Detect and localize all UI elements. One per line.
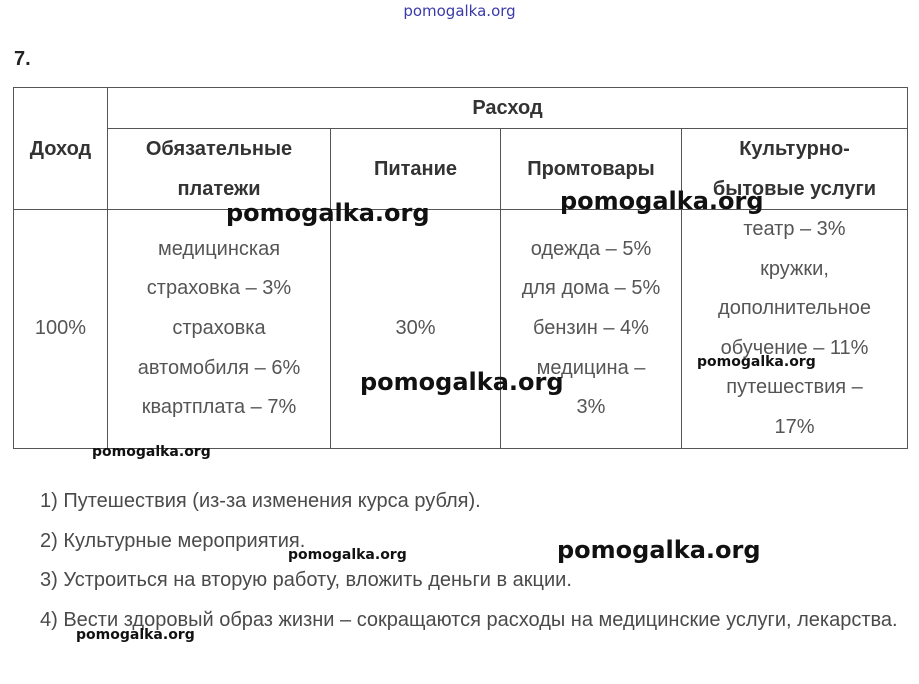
culture-services-cell: театр – 3% кружки, дополнительное обучение – 11% путешествия – 17% bbox=[682, 210, 908, 449]
watermark: pomogalka.org bbox=[226, 199, 430, 227]
column-header-food: Питание bbox=[331, 129, 501, 210]
income-header: Доход bbox=[14, 88, 108, 210]
task-number: 7. bbox=[14, 48, 31, 70]
watermark: pomogalka.org bbox=[288, 547, 407, 563]
answer-item: 3) Устроиться на вторую работу, вложить деньги в акции. bbox=[40, 569, 572, 591]
watermark: pomogalka.org bbox=[560, 187, 764, 215]
expense-header: Расход bbox=[108, 88, 908, 129]
watermark: pomogalka.org bbox=[697, 354, 816, 370]
income-value-cell: 100% bbox=[14, 210, 108, 449]
watermark: pomogalka.org bbox=[557, 536, 761, 564]
column-header-goods: Промтовары bbox=[501, 129, 682, 210]
answer-item: 2) Культурные мероприятия. bbox=[40, 529, 306, 552]
watermark: pomogalka.org bbox=[92, 444, 211, 460]
table-subheader-row bbox=[14, 129, 908, 210]
column-header-mandatory: Обязательные платежи bbox=[108, 129, 331, 210]
answer-item: 1) Путешествия (из-за изменения курса рубля). bbox=[40, 490, 481, 512]
goods-cell: одежда – 5% для дома – 5% бензин – 4% медицина – 3% bbox=[501, 210, 682, 449]
table-header-row bbox=[14, 88, 908, 129]
mandatory-payments-cell: медицинская страховка – 3% страховка автомобиля – 6% квартплата – 7% bbox=[108, 210, 331, 449]
watermark: pomogalka.org bbox=[76, 627, 195, 643]
table-row bbox=[14, 210, 908, 449]
answers-list bbox=[14, 482, 914, 640]
top-watermark: pomogalka.org bbox=[403, 2, 516, 20]
column-header-culture: Культурно- бытовые услуги bbox=[682, 129, 908, 210]
food-cell: 30% bbox=[331, 210, 501, 449]
answer-item: 4) Вести здоровый образ жизни – сокращаются расходы на медицинские услуги, лекарства. bbox=[40, 608, 898, 631]
watermark: pomogalka.org bbox=[360, 368, 564, 396]
